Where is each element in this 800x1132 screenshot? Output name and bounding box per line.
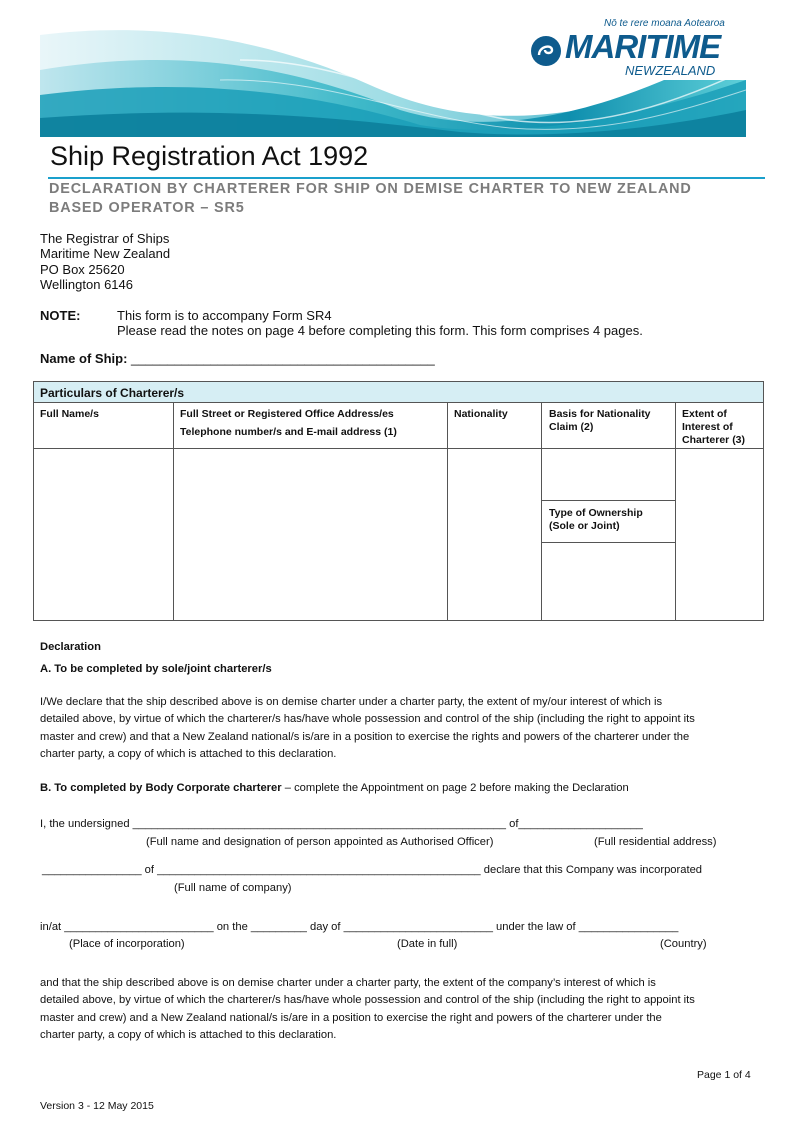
paragraph-line: I/We declare that the ship described above is on demise charter under a charter party, the extent of my/our interest of which is (40, 696, 663, 708)
paragraph-line: detailed above, by virtue of which the charterer/s has/have whole possession and control of the ship (including the right to appoint its (40, 713, 695, 726)
ownership-divider-top (541, 500, 675, 501)
section-a-paragraph (40, 694, 760, 764)
paragraph-line: detailed above, by virtue of which the charterer/s has/have whole possession and control of the ship (including the right to appoint its (40, 994, 695, 1007)
note-line-2: Please read the notes on page 4 before completing this form. This form comprises 4 pages. (117, 323, 643, 339)
address-line: Wellington 6146 (40, 277, 133, 293)
authorised-officer-caption: (Full name and designation of person appointed as Authorised Officer) (146, 836, 494, 848)
address-cell[interactable] (174, 449, 447, 599)
section-b-heading (40, 782, 629, 794)
paragraph-line: charter party, a copy of which is attached to this declaration. (40, 748, 337, 761)
extent-cell[interactable] (676, 449, 763, 599)
address-header-line-2: Telephone number/s and E-mail address (1) (180, 426, 397, 438)
column-header-basis (549, 408, 651, 434)
paragraph-line: charter party, a copy of which is attached to this declaration. (40, 1029, 337, 1042)
version-label: Version 3 - 12 May 2015 (40, 1100, 154, 1112)
incorporation-line[interactable]: in/at ________________________ on the _________ day of ________________________ under the law of ________________ (40, 921, 679, 933)
note-line-1: This form is to accompany Form SR4 (117, 308, 332, 323)
nationality-cell[interactable] (448, 449, 541, 599)
ship-name-blank[interactable]: __________________________________________ (131, 351, 435, 366)
column-header-nationality: Nationality (454, 408, 508, 420)
logo-wordmark: MARITIME (565, 28, 721, 65)
ship-name-field[interactable] (40, 351, 435, 366)
column-header-full-name: Full Name/s (40, 408, 99, 420)
authorised-officer-line[interactable]: I, the undersigned ____________________________________________________________ of____________________ (40, 818, 643, 830)
charterer-particulars-table (33, 381, 764, 621)
ownership-header-line-1: Type of Ownership (549, 507, 643, 519)
extent-header-line-2: Interest of (682, 421, 733, 433)
declaration-heading: Declaration (40, 641, 101, 653)
company-line[interactable]: ________________ of ____________________________________________________ declare that this Company was incorporated (42, 864, 703, 876)
company-name-caption: (Full name of company) (174, 882, 292, 894)
section-b-instruction: – complete the Appointment on page 2 before making the Declaration (281, 782, 629, 794)
form-subtitle (49, 180, 765, 218)
column-header-address (180, 408, 397, 439)
logo-subtitle: NEWZEALAND (625, 63, 716, 78)
address-line: PO Box 25620 (40, 261, 125, 277)
residential-address-caption: (Full residential address) (594, 836, 717, 848)
table-title-row (34, 382, 763, 403)
registrar-address (40, 231, 170, 293)
address-header-line-1: Full Street or Registered Office Address/es (180, 408, 394, 420)
table-title: Particulars of Charterer/s (40, 386, 185, 400)
maritime-logo-icon (528, 33, 564, 69)
paragraph-line: and that the ship described above is on demise charter under a charter party, the extent of the company’s interest of which is (40, 977, 656, 989)
date-caption: (Date in full) (397, 938, 458, 950)
ownership-cell[interactable] (542, 543, 675, 599)
note-label: NOTE: (40, 308, 81, 323)
basis-header-line-2: Claim (2) (549, 421, 594, 433)
section-b-paragraph (40, 975, 760, 1045)
page-title: Ship Registration Act 1992 (50, 141, 369, 171)
basis-cell[interactable] (542, 449, 675, 500)
section-b-title: B. To completed by Body Corporate charterer (40, 782, 282, 794)
ownership-type-header (549, 507, 643, 533)
note-text (117, 308, 643, 339)
paragraph-line: master and crew) and that a New Zealand national/s is/are in a position to exercise the rights and powers of the charterer under the (40, 730, 690, 743)
column-header-extent (682, 408, 745, 447)
ship-name-label: Name of Ship: (40, 351, 128, 366)
basis-header-line-1: Basis for Nationality (549, 408, 651, 420)
ownership-header-line-2: (Sole or Joint) (549, 520, 620, 532)
logo-tagline: Nō te rere moana Aotearoa (604, 18, 725, 29)
page-number: Page 1 of 4 (697, 1069, 751, 1081)
address-line: Maritime New Zealand (40, 246, 171, 262)
address-line: The Registrar of Ships (40, 231, 170, 246)
title-divider (48, 177, 765, 179)
full-name-cell[interactable] (34, 449, 173, 599)
paragraph-line: master and crew) and a New Zealand national/s is/are in a position to exercise the right and powers of the charterer under the (40, 1011, 662, 1024)
extent-header-line-3: Charterer (3) (682, 434, 746, 446)
country-caption: (Country) (660, 938, 707, 950)
place-caption: (Place of incorporation) (69, 938, 185, 950)
extent-header-line-1: Extent of (682, 408, 727, 420)
form-subtitle-line-2: BASED OPERATOR – SR5 (49, 200, 245, 216)
section-a-heading: A. To be completed by sole/joint charterer/s (40, 663, 272, 675)
form-subtitle-line-1: DECLARATION BY CHARTERER FOR SHIP ON DEMISE CHARTER TO NEW ZEALAND (49, 181, 692, 197)
